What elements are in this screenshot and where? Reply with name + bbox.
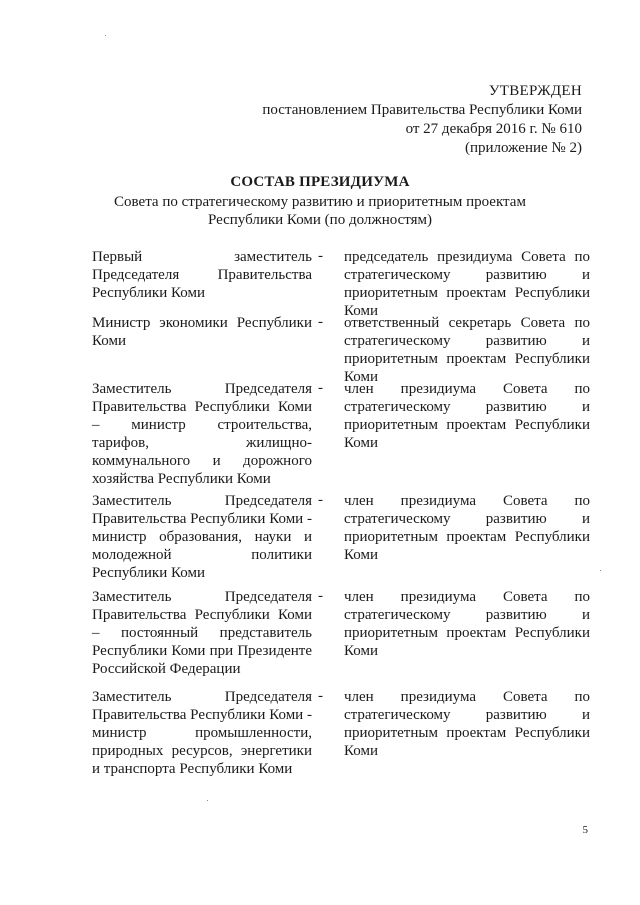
member-role: член президиума Совета по стратегическому развитию и приоритетным проектам Республики Коми: [344, 689, 590, 759]
member-position: Заместитель Председателя Правительства Республики Коми - министр промышленности, природных ресурсов, энергетики и транспорта Республики Коми: [92, 689, 312, 777]
member-position: Первый заместитель Председателя Правительства Республики Коми: [92, 249, 312, 301]
subtitle-line-2: Республики Коми (по должностям): [207, 212, 433, 228]
approval-line-3: (приложение № 2): [464, 140, 582, 156]
member-position: Заместитель Председателя Правительства Республики Коми – министр строительства, тарифов, жилищно-коммунального и дорожного хозяйства Республики Коми: [92, 381, 312, 487]
members-table: [92, 248, 592, 784]
scan-speck: [105, 35, 106, 36]
document-subtitle: [0, 193, 640, 229]
member-row: [92, 380, 592, 492]
separator-dash: -: [318, 492, 323, 508]
separator-dash: -: [318, 380, 323, 396]
scan-speck: [600, 570, 601, 571]
member-role: член президиума Совета по стратегическому развитию и приоритетным проектам Республики Коми: [344, 381, 590, 451]
member-position: Заместитель Председателя Правительства Республики Коми – постоянный представитель Республики Коми при Президенте Российской Федерации: [92, 589, 312, 677]
separator-dash: -: [318, 314, 323, 330]
member-row: [92, 314, 592, 385]
scan-speck: [207, 800, 208, 801]
subtitle-line-1: Совета по стратегическому развитию и приоритетным проектам: [114, 194, 526, 210]
separator-dash: -: [318, 248, 323, 264]
member-role: член президиума Совета по стратегическому развитию и приоритетным проектам Республики Коми: [344, 589, 590, 659]
member-position: Заместитель Председателя Правительства Республики Коми - министр образования, науки и молодежной политики Республики Коми: [92, 493, 312, 581]
approval-line-1: постановлением Правительства Республики Коми: [262, 102, 582, 118]
member-role: член президиума Совета по стратегическому развитию и приоритетным проектам Республики Коми: [344, 493, 590, 563]
member-position: Министр экономики Республики Коми: [92, 315, 312, 349]
member-row: [92, 248, 592, 319]
document-title: СОСТАВ ПРЕЗИДИУМА: [230, 174, 410, 190]
approval-heading: УТВЕРЖДЕН: [488, 83, 582, 99]
member-role: председатель президиума Совета по стратегическому развитию и приоритетным проектам Республики Коми: [344, 249, 590, 319]
member-row: [92, 688, 592, 784]
page-number: 5: [582, 824, 588, 836]
approval-block: [262, 82, 582, 158]
member-role: ответственный секретарь Совета по стратегическому развитию и приоритетным проектам Республики Коми: [344, 315, 590, 385]
separator-dash: -: [318, 588, 323, 604]
member-row: [92, 588, 592, 688]
approval-line-2: от 27 декабря 2016 г. № 610: [405, 121, 582, 137]
member-row: [92, 492, 592, 588]
separator-dash: -: [318, 688, 323, 704]
